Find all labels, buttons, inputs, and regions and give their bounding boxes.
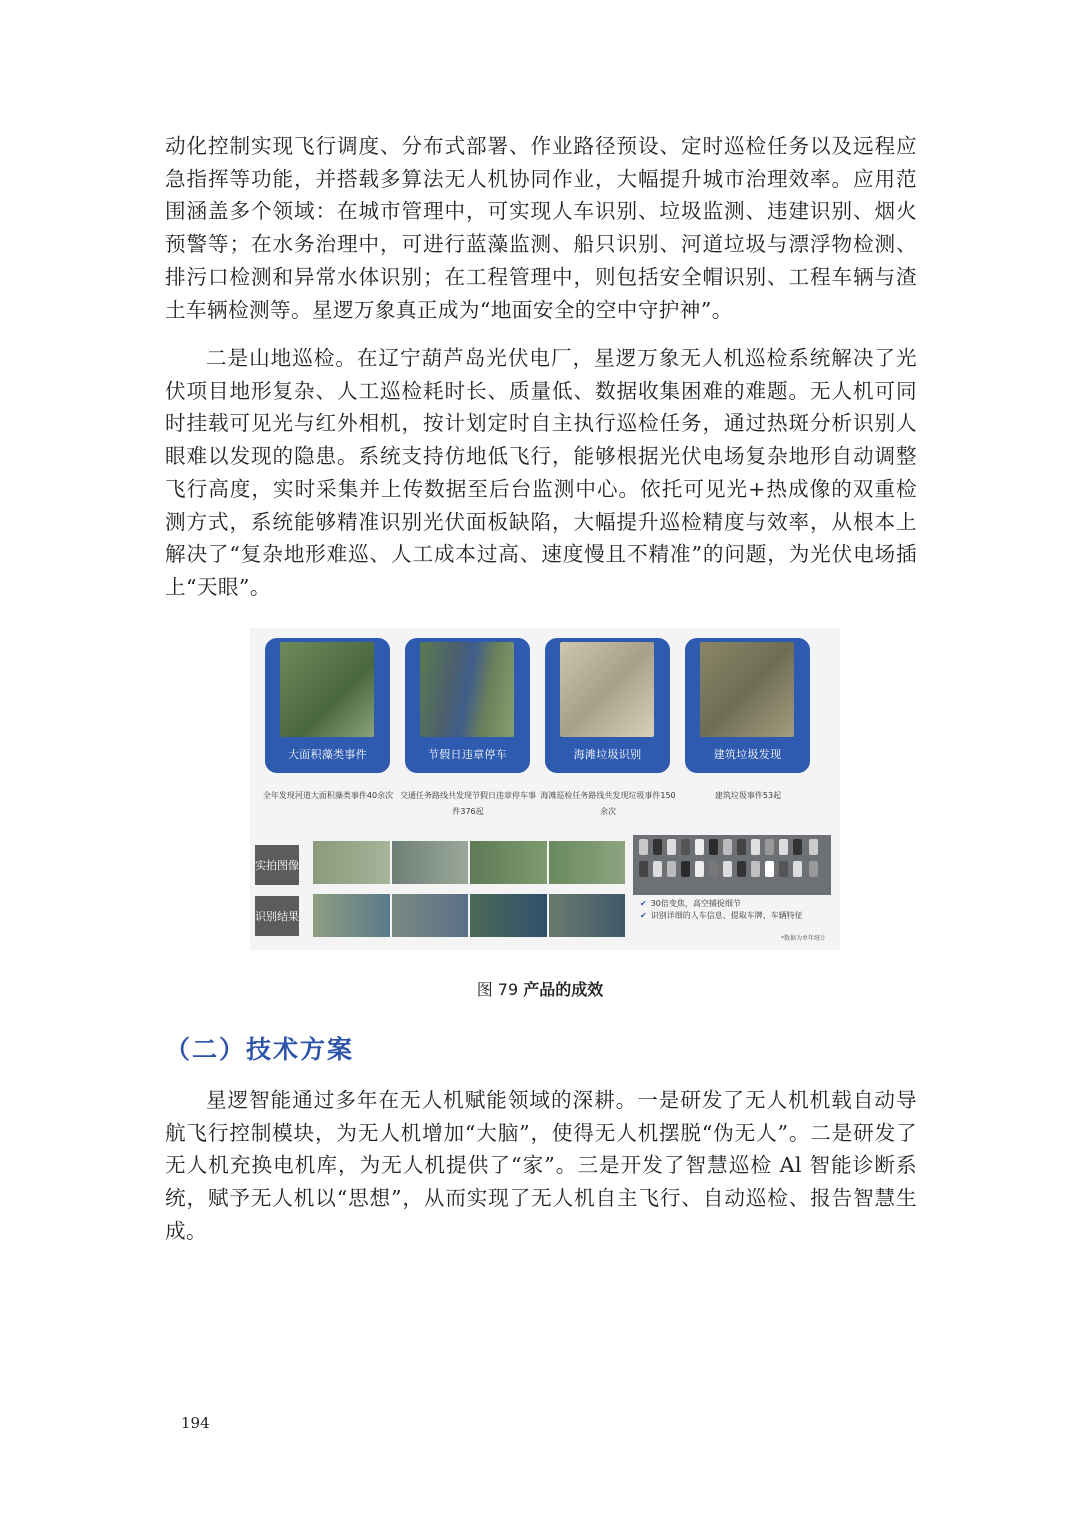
- card-label: 建筑垃圾发现: [713, 748, 782, 761]
- row-label-result: 识别结果: [255, 896, 299, 936]
- card-construction: [685, 638, 810, 773]
- figure-number: 图 79: [476, 980, 519, 999]
- beach-photo: [560, 642, 654, 737]
- card-desc: 交通任务路线共发现节假日违章停车事件376起: [400, 791, 536, 816]
- card-algae: [265, 638, 390, 773]
- feature-item: ✔ 30倍变焦，高空捕捉细节: [640, 899, 741, 908]
- check-icon: ✔: [640, 911, 647, 920]
- body-paragraph-2: 二是山地巡检。在辽宁葫芦岛光伏电厂，星逻万象无人机巡检系统解决了光伏项目地形复杂、人工巡检耗时长、质量低、数据收集困难的难题。无人机可同时挂载可见光与红外相机，按计划定时自主执行巡检任务，通过热斑分析识别人眼难以发现的隐患。系统支持仿地低飞行，能够根据光伏电场复杂地形自动调整飞行高度，实时采集并上传数据至后台监测中心。依托可见光+热成像的双重检测方式，系统能够精准识别光伏面板缺陷，大幅提升巡检精度与效率，从根本上解决了“复杂地形难巡、人工成本过高、速度慢且不精准”的问题，为光伏电场插上“天眼”。: [165, 346, 917, 599]
- section-title: （二）技术方案: [165, 1035, 355, 1064]
- card-label: 节假日违章停车: [427, 748, 508, 761]
- check-icon: ✔: [640, 899, 647, 908]
- card-label: 大面积藻类事件: [287, 748, 368, 761]
- feature-list: [640, 898, 840, 922]
- card-label: 海滩垃圾识别: [573, 748, 642, 761]
- parking-photo: [420, 642, 514, 737]
- figure-caption: [0, 977, 1080, 1000]
- figure-note: *数据为单年统计: [780, 935, 826, 942]
- figure-product-results: [250, 628, 840, 950]
- body-paragraph-3: 星逻智能通过多年在无人机赋能领域的深耕。一是研发了无人机机载自动导航飞行控制模块，为无人机增加“大脑”，使得无人机摆脱“伪无人”。二是研发了无人机充换电机库，为无人机提供了“家”。三是开发了智慧巡检 Al 智能诊断系统，赋予无人机以“思想”，从而实现了无人机自主飞行、自动巡检、报告智慧生成。: [165, 1088, 917, 1243]
- photo-strip-original: [313, 841, 627, 884]
- feature-item: ✔ 识别详细的人车信息、提取车牌、车辆特征: [640, 911, 803, 920]
- body-paragraph-1: 动化控制实现飞行调度、分布式部署、作业路径预设、定时巡检任务以及远程应急指挥等功能，并搭载多算法无人机协同作业，大幅提升城市治理效率。应用范围涵盖多个领域：在城市管理中，可实现人车识别、垃圾监测、违建识别、烟火预警等；在水务治理中，可进行蓝藻监测、船只识别、河道垃圾与漂浮物检测、排污口检测和异常水体识别；在工程管理中，则包括安全帽识别、工程车辆与渣土车辆检测等。星逻万象真正成为“地面安全的空中守护神”。: [165, 134, 917, 322]
- card-parking: [405, 638, 530, 773]
- algae-photo: [280, 642, 374, 737]
- photo-strip-detected: [313, 894, 627, 937]
- card-desc: 建筑垃圾事件53起: [714, 791, 782, 800]
- figure-title: 产品的成效: [523, 980, 604, 999]
- row-label-photo: 实拍图像: [255, 845, 299, 885]
- card-beach: [545, 638, 670, 773]
- card-desc: 海滩巡检任务路线共发现垃圾事件150余次: [540, 791, 676, 816]
- card-desc: 全年发现河道大面积藻类事件40余次: [262, 791, 394, 800]
- page-number: 194: [181, 1414, 210, 1432]
- construction-photo: [700, 642, 794, 737]
- parking-lot-photo: [633, 835, 831, 895]
